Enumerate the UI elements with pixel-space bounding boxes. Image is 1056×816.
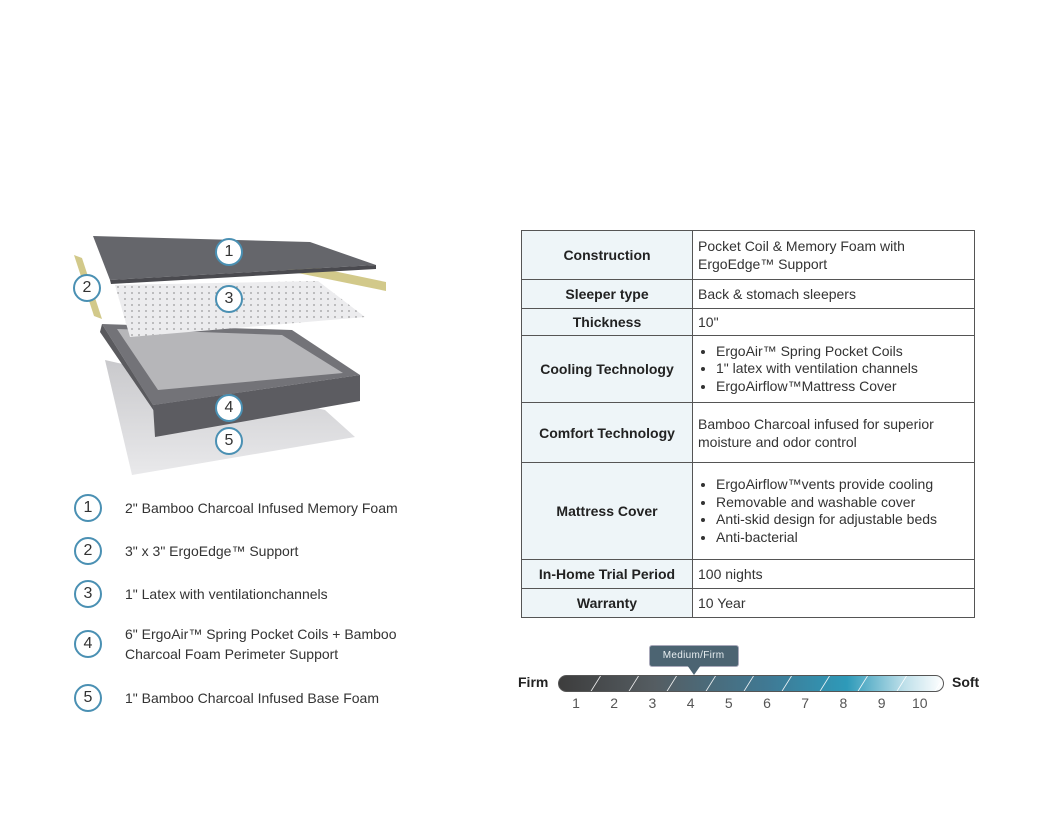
spec-label: Construction — [522, 231, 693, 280]
spec-label: Cooling Technology — [522, 336, 693, 403]
spec-row-thickness — [522, 309, 975, 336]
firmness-scale-divider — [703, 675, 716, 692]
firmness-tick-8: 8 — [839, 695, 848, 711]
cover-list — [698, 476, 969, 546]
firmness-tick-10: 10 — [912, 695, 928, 711]
spec-row-sleeper-type — [522, 280, 975, 309]
spec-row-comfort — [522, 403, 975, 463]
spec-value: Bamboo Charcoal infused for superior moisture and odor control — [693, 403, 975, 463]
spec-row-cover — [522, 463, 975, 560]
spec-label: Thickness — [522, 309, 693, 336]
legend-item-4 — [74, 624, 425, 664]
firmness-marker-label: Medium/Firm — [649, 645, 739, 667]
legend-text: 1" Latex with ventilationchannels — [125, 586, 328, 602]
spec-label: Comfort Technology — [522, 403, 693, 463]
legend-item-5 — [74, 684, 379, 712]
spec-row-construction — [522, 231, 975, 280]
legend-badge: 5 — [74, 684, 102, 712]
spec-label: In-Home Trial Period — [522, 560, 693, 589]
firmness-marker-pointer — [687, 665, 701, 675]
legend-item-3 — [74, 580, 328, 608]
spec-value — [693, 336, 975, 403]
firmness-scale-divider — [627, 675, 640, 692]
firmness-scale-divider — [933, 675, 944, 692]
diagram-badge-1: 1 — [215, 238, 243, 266]
firmness-tick-5: 5 — [724, 695, 733, 711]
legend-badge: 2 — [74, 537, 102, 565]
firmness-tick-2: 2 — [610, 695, 619, 711]
list-item: • Removable and washable cover — [716, 494, 969, 512]
spec-value: Back & stomach sleepers — [693, 280, 975, 309]
legend-text: 1" Bamboo Charcoal Infused Base Foam — [125, 690, 379, 706]
list-item: • ErgoAirflow™Mattress Cover — [716, 378, 969, 396]
firmness-tick-9: 9 — [877, 695, 886, 711]
spec-value: Pocket Coil & Memory Foam with ErgoEdge™ Support — [693, 231, 975, 280]
firmness-tick-3: 3 — [648, 695, 657, 711]
spec-value: 10" — [693, 309, 975, 336]
spec-row-warranty — [522, 589, 975, 618]
list-item: • Anti-bacterial — [716, 529, 969, 547]
spec-value — [693, 463, 975, 560]
legend-badge: 3 — [74, 580, 102, 608]
spec-label: Mattress Cover — [522, 463, 693, 560]
spec-value: 10 Year — [693, 589, 975, 618]
list-item: • Anti-skid design for adjustable beds — [716, 511, 969, 529]
spec-label: Sleeper type — [522, 280, 693, 309]
legend-text: 3" x 3" ErgoEdge™ Support — [125, 543, 299, 559]
firm-label: Firm — [518, 674, 549, 690]
list-item: • ErgoAirflow™vents provide cooling — [716, 476, 969, 494]
firmness-scale-divider — [589, 675, 602, 692]
cooling-list — [698, 343, 969, 396]
spec-label: Warranty — [522, 589, 693, 618]
firmness-scale-divider — [665, 675, 678, 692]
spec-row-trial — [522, 560, 975, 589]
firmness-scale-bar — [558, 675, 944, 692]
firmness-scale-divider — [856, 675, 869, 692]
legend-badge: 1 — [74, 494, 102, 522]
legend-item-2 — [74, 537, 298, 565]
mattress-layer-diagram — [60, 225, 400, 485]
firmness-tick-6: 6 — [763, 695, 771, 711]
legend-item-1 — [74, 494, 398, 522]
firmness-scale-divider — [780, 675, 793, 692]
diagram-badge-2: 2 — [73, 274, 101, 302]
spec-table — [521, 230, 975, 618]
firmness-scale-divider — [894, 675, 907, 692]
spec-row-cooling — [522, 336, 975, 403]
list-item: • 1" latex with ventilation channels — [716, 360, 969, 378]
list-item: • ErgoAir™ Spring Pocket Coils — [716, 343, 969, 361]
spec-value: 100 nights — [693, 560, 975, 589]
firmness-tick-1: 1 — [572, 695, 580, 711]
firmness-scale-divider — [818, 675, 831, 692]
diagram-badge-5: 5 — [215, 427, 243, 455]
legend-text: 6" ErgoAir™ Spring Pocket Coils + Bamboo Charcoal Foam Perimeter Support — [125, 626, 397, 662]
firmness-tick-4: 4 — [686, 695, 695, 711]
firmness-tick-7: 7 — [801, 695, 810, 711]
diagram-badge-4: 4 — [215, 394, 243, 422]
legend-text: 2" Bamboo Charcoal Infused Memory Foam — [125, 500, 398, 516]
soft-label: Soft — [952, 674, 980, 690]
diagram-badge-3: 3 — [215, 285, 243, 313]
legend-badge: 4 — [74, 630, 102, 658]
firmness-scale-divider — [742, 675, 755, 692]
